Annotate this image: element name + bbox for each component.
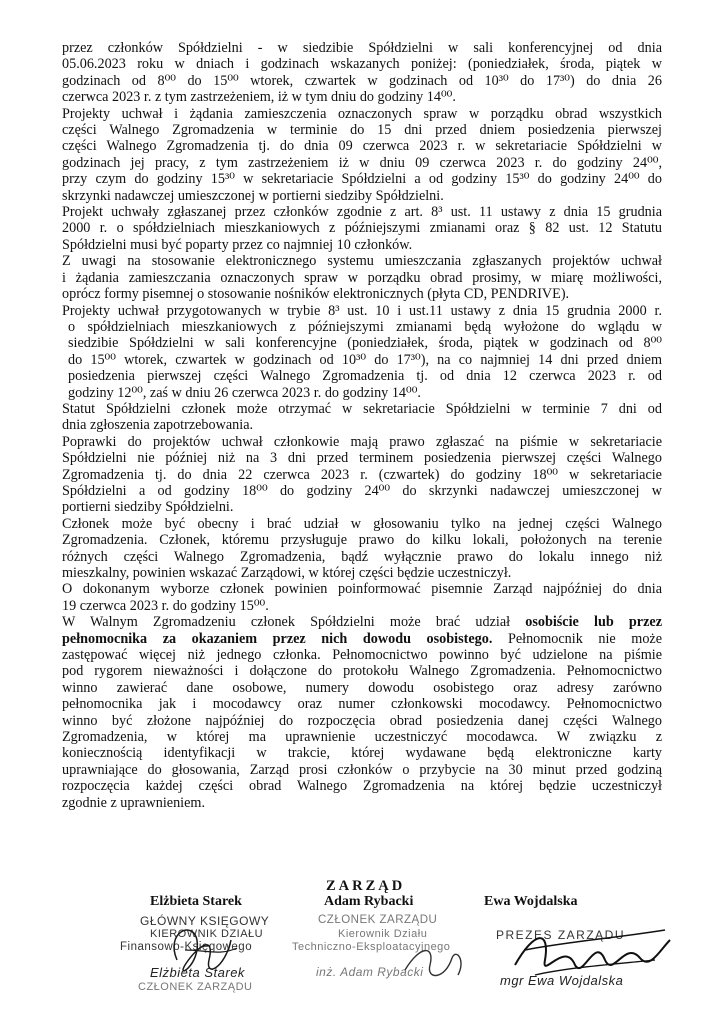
- text-line: Spółdzielni a od godziny 18⁰⁰ do godziny 24⁰⁰ do skrzynki nadawczej umieszczonej w: [62, 482, 662, 499]
- stamp-line: CZŁONEK ZARZĄDU: [318, 914, 438, 926]
- text-line: godzinach od 8⁰⁰ do 15⁰⁰ wtorek, czwartek w godzinach od 10³⁰ do 17³⁰) do dnia 26: [62, 72, 662, 89]
- text-line: do 15⁰⁰ wtorek, czwartek w godzinach od 10³⁰ do 17³⁰), na co najmniej 14 dni przed dniem: [68, 351, 662, 368]
- stamp-line: CZŁONEK ZARZĄDU: [138, 981, 253, 993]
- text-line: koniecznością identyfikacji w trakcie, której wydawane będą elektroniczne karty: [62, 745, 662, 762]
- text-line: posiedzenia pierwszej części Walnego Zgromadzenia tj. od dnia 12 czerwca 2023 r. od: [68, 368, 662, 385]
- text-line: godziny 12⁰⁰, zaś w dniu 26 czerwca 2023 r. do godziny 14⁰⁰.: [68, 384, 421, 401]
- stamp-name: inż. Adam Rybacki: [316, 965, 424, 979]
- text-line: rozpoczęcia każdej części obrad Walnego Zgromadzenia na której będzie uczestniczył: [62, 778, 662, 795]
- text-line: zgodnie z uprawnieniem.: [62, 794, 206, 811]
- text-line-with-bold: [62, 614, 662, 630]
- text-line: Statut Spółdzielni członek może otrzymać w sekretariacie Spółdzielni w terminie 7 dni od: [62, 400, 662, 417]
- handwritten-signature: [505, 920, 675, 990]
- text-line: dnia zgłoszenia zapotrzebowania.: [62, 417, 254, 434]
- text-line: przy czym do godziny 15³⁰ w sekretariacie Spółdzielni a od godziny 15³⁰ do godziny 24⁰⁰ do: [62, 171, 662, 188]
- text-line: Spółdzielni nie później niż na 3 dni przed terminem posiedzenia pierwszej części Walnego: [62, 450, 662, 467]
- text-line: O dokonanym wyborze członek powinien poinformować pisemnie Zarząd najpóźniej do dnia: [62, 581, 662, 598]
- text-line: pod rygorem nieważności i dołączone do protokołu Walnego Zgromadzenia. Pełnomocnictwo: [62, 663, 662, 680]
- handwritten-signature: [400, 940, 470, 990]
- text-line: zastępować więcej niż jednego członka. Pełnomocnictwo powinno być udzielone na piśmie: [62, 647, 662, 664]
- text-line: Zgromadzenia. Członek, któremu przysługuje prawo do kilku lokali, położonych na terenie: [62, 532, 662, 549]
- text-line: przez członków Spółdzielni - w siedzibie Spółdzielni w sali konferencyjnej od dnia: [62, 40, 662, 56]
- stamp-name: mgr Ewa Wojdalska: [500, 973, 624, 988]
- text-line: i żądania zamieszczania oznaczonych spraw w porządku obrad prosimy, w miarę możliwości,: [62, 269, 662, 286]
- text-line: Projekt uchwały zgłaszanej przez członków zgodnie z art. 8³ ust. 11 ustawy z dnia 15 grudnia: [62, 204, 662, 221]
- signature-block: [0, 870, 704, 1024]
- text-line: winno zawierać dane osobowe, numery dowodu osobistego oraz adresy zarówno: [62, 679, 662, 696]
- text-line: o spółdzielniach mieszkaniowych z późniejszymi zmianami będą wyłożone do wglądu w: [68, 318, 662, 335]
- text-line: Projekty uchwał i żądania zamieszczenia oznaczonych spraw w porządku obrad wszystkich: [62, 105, 662, 122]
- text-line: Zgromadzenia, w której ma uprawnienie uczestniczyć mocodawca. W związku z: [62, 729, 662, 746]
- stamp-line: Kierownik Działu: [338, 928, 428, 940]
- text-line: różnych części Walnego Zgromadzenia, bądź wyłącznie prawo do lokalu innego niż: [62, 548, 662, 565]
- text-line: 2000 r. o spółdzielniach mieszkaniowych z późniejszymi zmianami oraz § 82 ust. 12 Statutu: [62, 220, 662, 237]
- text-line: skrzynki nadawczej umieszczonej w portierni siedziby Spółdzielni.: [62, 187, 444, 204]
- board-heading: ZARZĄD: [326, 878, 406, 894]
- stamp-name: Elżbieta Starek: [150, 965, 245, 980]
- text-line: mieszkalny, powinien wskazać Zarządowi, w której części będzie uczestniczył.: [62, 565, 512, 581]
- text-line: uprawniające do głosowania, Zarząd prosi członków o przybycie na 30 minut przed godziną: [62, 761, 662, 778]
- text-line: Projekty uchwał przygotowanych w trybie 8³ ust. 10 i ust.11 ustawy z dnia 15 grudnia 2000 r.: [62, 302, 662, 319]
- signatory-name-right: Ewa Wojdalska: [484, 894, 578, 909]
- text-line: winno być złożone najpóźniej do rozpoczęcia obrad posiedzenia danej części Walnego: [62, 712, 662, 729]
- text-line-suffix: Pełnomocnik nie może: [492, 630, 663, 647]
- text-line: części Walnego Zgromadzenia tj. do dnia 09 czerwca 2023 r. w sekretariacie Spółdzielni w: [62, 138, 662, 155]
- text-line-prefix: W Walnym Zgromadzeniu członek Spółdzielni może brać udział: [62, 614, 526, 631]
- text-line: Spółdzielni musi być poparty przez co najmniej 10 członków.: [62, 236, 413, 253]
- bold-phrase: osobiście lub przez: [525, 614, 662, 631]
- text-line: części Walnego Zgromadzenia w terminie do 15 dni przed dniem posiedzenia pierwszej: [62, 122, 662, 139]
- text-line: oprócz formy pisemnej o stosowanie nośników elektronicznych (płyta CD, PENDRIVE).: [62, 286, 570, 303]
- text-line: portierni siedziby Spółdzielni.: [62, 499, 234, 516]
- document-body: [62, 40, 662, 811]
- stamp-line: KIEROWNIK DZIAŁU: [150, 928, 264, 940]
- text-line: 19 czerwca 2023 r. do godziny 15⁰⁰.: [62, 597, 269, 614]
- text-line: pełnomocnika jak i mocodawcy oraz numer członkowski mocodawcy. Pełnomocnictwo: [62, 696, 662, 713]
- signatory-name-left: Elżbieta Starek: [150, 894, 242, 909]
- signatory-name-center: Adam Rybacki: [324, 894, 414, 909]
- text-line: Z uwagi na stosowanie elektronicznego systemu umieszczania zgłaszanych projektów uchwał: [62, 253, 662, 270]
- stamp-line: Techniczno-Eksploatacyjnego: [292, 941, 451, 953]
- text-line: 05.06.2023 roku w dniach i godzinach wskazanych poniżej: (poniedziałek, środa, piątek w: [62, 56, 662, 73]
- stamp-line: GŁÓWNY KSIĘGOWY: [140, 914, 270, 928]
- text-line: Członek może być obecny i brać udział w głosowaniu tylko na jednej części Walnego: [62, 515, 662, 532]
- text-line: Poprawki do projektów uchwał członkowie mają prawo zgłaszać na piśmie w sekretariacie: [62, 433, 662, 450]
- stamp-line: Finansowo-Księgowego: [120, 941, 253, 953]
- handwritten-signature: [165, 910, 245, 990]
- text-line: czerwca 2023 r. z tym zastrzeżeniem, iż w tym dniu do godziny 14⁰⁰.: [62, 89, 456, 106]
- text-line: Zgromadzenia tj. do dnia 22 czerwca 2023 r. (czwartek) do godziny 18⁰⁰ w sekretariacie: [62, 466, 662, 483]
- text-line: siedzibie Spółdzielni w sali konferencyjne (poniedziałek, środa, piątek w godzinach od 8⁰⁰: [68, 335, 662, 352]
- stamp-line: PREZES ZARZĄDU: [496, 928, 626, 942]
- text-line: godzinach jej pracy, z tym zastrzeżeniem iż w dniu 09 czerwca 2023 r. do godziny 24⁰⁰,: [62, 154, 662, 171]
- bold-phrase: pełnomocnika za okazaniem przez nich dowodu osobistego.: [62, 630, 493, 647]
- text-line-with-bold: [62, 631, 662, 647]
